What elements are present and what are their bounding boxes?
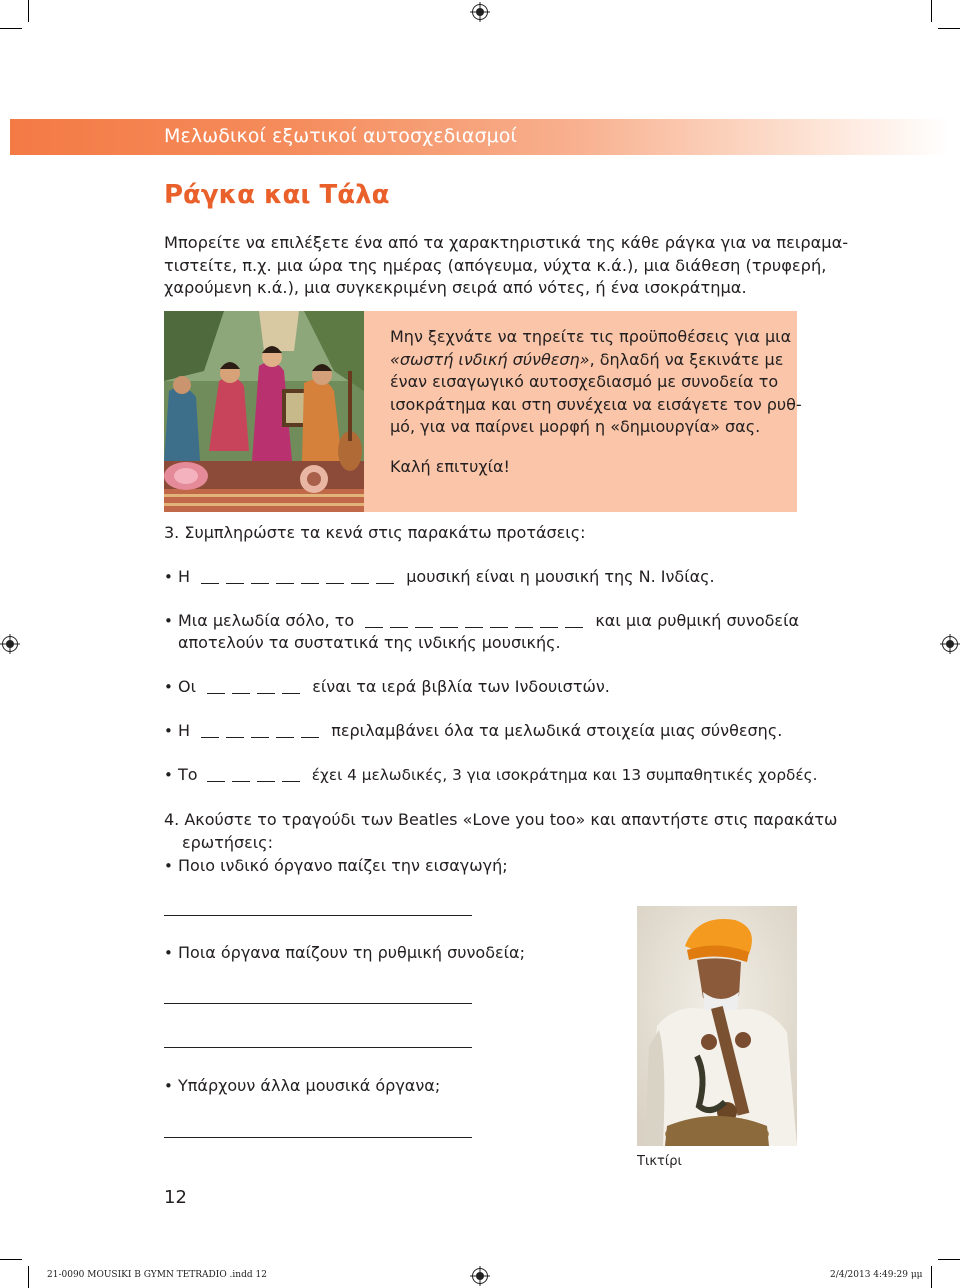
fill-blank-before: Οι [178,677,197,696]
fill-blank-item [164,765,818,784]
blank[interactable] [540,626,558,628]
fill-blank-after: έχει 4 μελωδικές, 3 για ισοκράτημα και 13 συμπαθητικές χορδές. [311,766,818,784]
blank[interactable] [440,626,458,628]
crop-mark [28,0,29,22]
blank[interactable] [226,582,244,584]
fill-blank-before: Μια μελωδία σόλο, το [178,611,355,630]
crop-mark [0,1259,22,1260]
blank[interactable] [301,582,319,584]
exercise-4-heading: 4. Ακούστε το τραγούδι των Beatles «Love you too» και απαντήστε στις παρακάτω [164,810,838,829]
print-slug-left: 21-0090 MOUSIKI B GYMN TETRADIO .indd 12 [47,1270,267,1280]
bullet-icon: • [164,612,173,630]
section-banner [10,119,950,155]
intro-line: χαρούμενη κ.ά.), μια συγκεκριμένη σειρά από νότες, ή ένα ισοκράτημα. [164,278,747,297]
tip-line: Μην ξεχνάτε να τηρείτε τις προϋποθέσεις για μια [390,327,792,346]
exercise-4-heading-cont: ερωτήσεις: [182,833,273,852]
fill-blank-item [164,677,610,696]
blank[interactable] [276,582,294,584]
blank[interactable] [232,692,250,694]
image-caption: Τικτίρι [637,1154,682,1169]
blank[interactable] [390,626,408,628]
blank[interactable] [565,626,583,628]
blank[interactable] [251,736,269,738]
blank[interactable] [276,736,294,738]
fill-blank-continuation: αποτελούν τα συστατικά της ινδικής μουσικής. [178,633,561,652]
crop-mark [938,28,960,29]
crop-mark [28,1266,29,1288]
crop-mark [931,0,932,22]
intro-line: τιστείτε, π.χ. μια ώρα της ημέρας (απόγευμα, νύχτα κ.ά.), μια διάθεση (τρυφερή, [164,255,827,275]
crop-mark [931,1266,932,1288]
bullet-icon: • [164,722,173,740]
bullet-icon: • [164,568,173,586]
question-item [164,856,508,875]
blank[interactable] [376,582,394,584]
crop-mark [0,28,22,29]
blank[interactable] [515,626,533,628]
fill-blank-after: και μια ρυθμική συνοδεία [595,611,800,630]
blank[interactable] [415,626,433,628]
blank[interactable] [207,780,225,782]
fill-blank-item [164,721,782,740]
good-luck-text: Καλή επιτυχία! [390,457,510,476]
fill-blank-before: Η [178,721,191,740]
blank[interactable] [232,780,250,782]
bullet-icon: • [164,944,173,962]
answer-line[interactable] [164,915,472,916]
tip-line: ισοκράτημα και στη συνέχεια να εισάγετε τον ρυθ- [390,394,802,414]
fill-blank-item [164,611,799,630]
question-text: Ποιο ινδικό όργανο παίζει την εισαγωγή; [178,856,508,875]
blank[interactable] [201,736,219,738]
blank[interactable] [301,736,319,738]
fill-blank-after: περιλαμβάνει όλα τα μελωδικά στοιχεία μιας σύνθεσης. [331,721,783,740]
exercise-3-heading: 3. Συμπληρώστε τα κενά στις παρακάτω προτάσεις: [164,523,586,542]
bullet-icon: • [164,766,173,784]
page-title: Ράγκα και Τάλα [164,180,390,210]
answer-line[interactable] [164,1047,472,1048]
registration-mark-icon [2,636,18,652]
question-text: Υπάρχουν άλλα μουσικά όργανα; [178,1076,441,1095]
tip-box [364,311,802,512]
intro-line: Μπορείτε να επιλέξετε ένα από τα χαρακτηριστικά της κάθε ράγκα για να πειραμα- [164,233,849,252]
blank[interactable] [201,582,219,584]
crop-mark [938,1259,960,1260]
blank[interactable] [226,736,244,738]
question-text: Ποια όργανα παίζουν τη ρυθμική συνοδεία; [178,943,525,962]
blank[interactable] [282,780,300,782]
bullet-icon: • [164,857,173,875]
blank[interactable] [465,626,483,628]
bullet-icon: • [164,678,173,696]
section-title: Μελωδικοί εξωτικοί αυτοσχεδιασμοί [164,125,518,147]
fill-blank-item [164,567,715,586]
fill-blank-before: Η [178,567,191,586]
tip-line-rest: , δηλαδή να ξεκινάτε με [589,349,784,369]
tip-line: μό, για να παίρνει μορφή η «δημιουργία» σας. [390,417,761,436]
answer-line[interactable] [164,1137,472,1138]
blank[interactable] [351,582,369,584]
indian-painting-image [164,311,364,512]
tiktiri-player-image [637,906,797,1146]
question-item [164,943,525,962]
print-slug-right: 2/4/2013 4:49:29 μμ [830,1270,923,1280]
tip-emphasis: «σωστή ινδική σύνθεση» [390,349,590,369]
tip-text [390,326,802,439]
fill-blank-after: είναι τα ιερά βιβλία των Ινδουιστών. [312,677,610,696]
question-item [164,1076,440,1095]
registration-mark-icon [472,4,488,20]
blank[interactable] [257,692,275,694]
blank[interactable] [257,780,275,782]
registration-mark-icon [942,636,958,652]
fill-blank-after: μουσική είναι η μουσική της Ν. Ινδίας. [406,567,715,586]
tip-line: έναν εισαγωγικό αυτοσχεδιασμό με συνοδεία το [390,372,779,391]
blank[interactable] [282,692,300,694]
tip-line [390,349,790,372]
blank[interactable] [365,626,383,628]
fill-blank-before: Το [178,765,198,784]
blank[interactable] [326,582,344,584]
intro-paragraph [164,232,849,300]
blank[interactable] [251,582,269,584]
registration-mark-icon [472,1268,488,1284]
answer-line[interactable] [164,1003,472,1004]
page-number: 12 [164,1187,187,1208]
blank[interactable] [207,692,225,694]
bullet-icon: • [164,1077,173,1095]
blank[interactable] [490,626,508,628]
